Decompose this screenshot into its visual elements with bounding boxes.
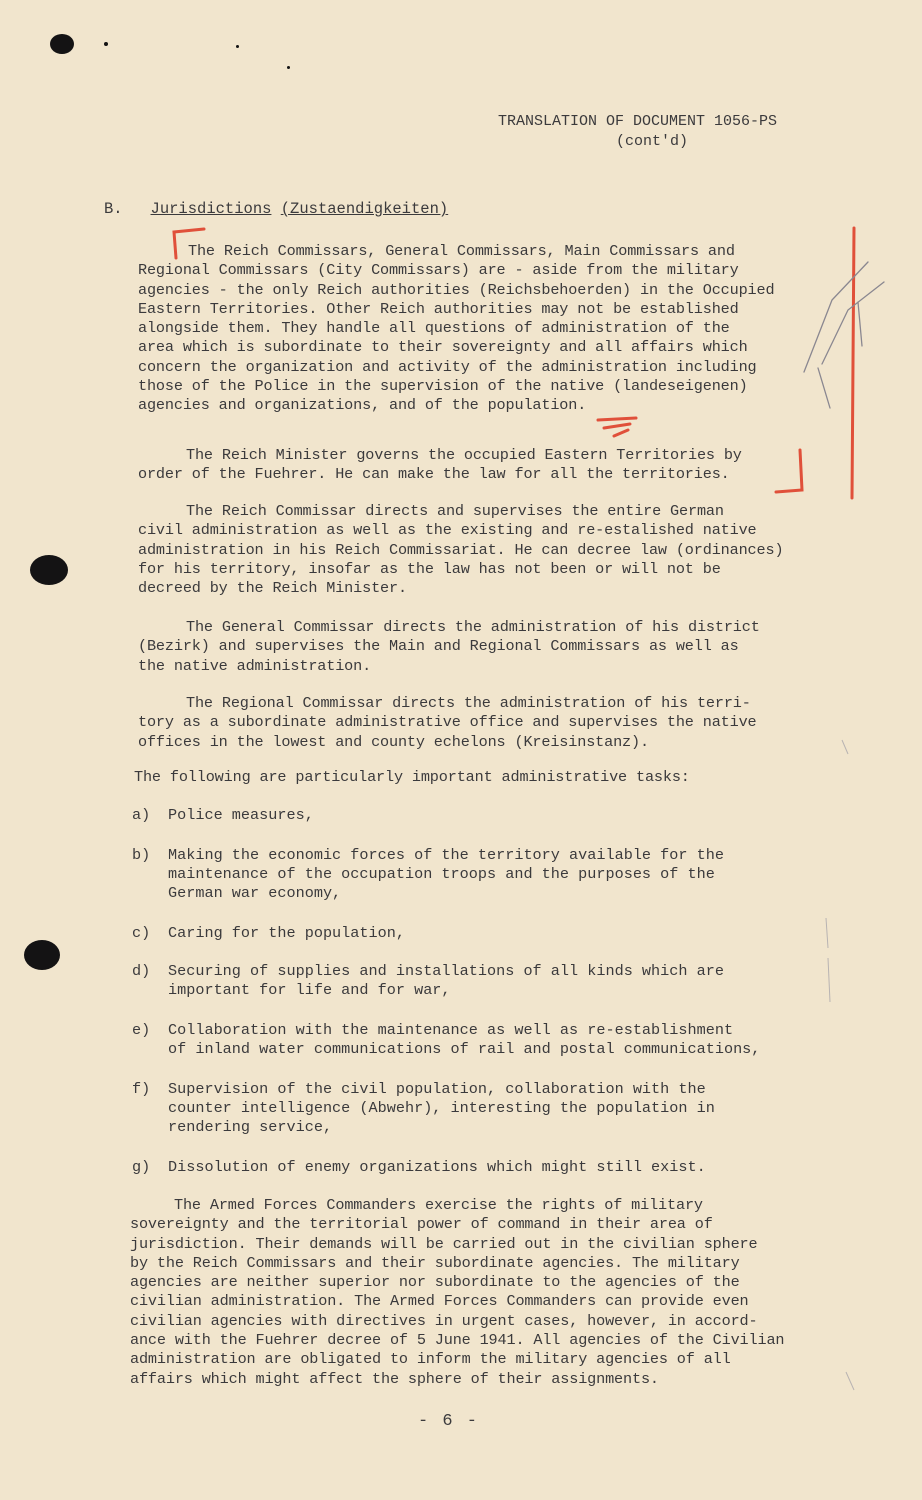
margin-tick-icon: [826, 918, 828, 948]
section-subtitle: (Zustaendigkeiten): [280, 200, 449, 218]
list-item-label: a): [132, 806, 151, 824]
list-item-label: e): [132, 1021, 151, 1039]
red-margin-line-icon: [852, 228, 854, 498]
red-bracket-open-icon: [174, 229, 204, 258]
list-item-label: g): [132, 1158, 151, 1176]
section-title: Jurisdictions: [150, 200, 272, 218]
list-item-text: Police measures,: [168, 806, 314, 824]
list-item-text: Making the economic forces of the territory available for the maintenance of the occupation troops and the purposes of the German war economy,: [168, 846, 724, 902]
document-title: TRANSLATION OF DOCUMENT 1056-PS: [498, 113, 778, 130]
list-item-text: Caring for the population,: [168, 924, 405, 942]
margin-tick-icon: [828, 958, 830, 1002]
margin-tick-icon: [846, 1372, 854, 1390]
list-item-text: Securing of supplies and installations of all kinds which are important for life and for war,: [168, 962, 724, 999]
list-item-label: f): [132, 1080, 151, 1098]
list-item-text: Dissolution of enemy organizations which might still exist.: [168, 1158, 706, 1176]
page-number: - 6 -: [418, 1412, 480, 1431]
list-item-label: d): [132, 962, 151, 980]
paragraph-reich-minister: The Reich Minister governs the occupied Eastern Territories by order of the Fuehrer. He can make the law for all the territories.: [138, 446, 742, 484]
section-letter: B.: [104, 200, 123, 218]
paragraph-armed-forces: The Armed Forces Commanders exercise the rights of military sovereignty and the territorial power of command in their area of jurisdiction. Their demands will be carried out in the civilian sphere by the Reich Commissars and their subordinate agencies. The military agencies are neither superior nor subordinate to the agencies of the civilian administration. The Armed Forces Commanders can provide even civilian agencies with directives in urgent cases, however, in accord- ance with the Fuehrer decree of 5 June 1941. All agencies of the Civilian administration are obligated to inform the military agencies of all affairs which might affect the sphere of their assignments.: [130, 1196, 785, 1388]
paragraph-tasks-intro: The following are particularly important administrative tasks:: [134, 768, 690, 786]
paragraph-regional-commissar: The Regional Commissar directs the administration of his terri- tory as a subordinate administrative office and supervises the native offices in the lowest and county echelons (Kreisinstanz).: [138, 694, 757, 751]
grey-check-mark-icon: [804, 262, 884, 408]
paragraph-jurisdiction: The Reich Commissars, General Commissars, Main Commissars and Regional Commissars (City Commissars) are - aside from the military agencies - the only Reich authorities (Reichsbehoerden) in the Occupied Eastern Territories. Other Reich authorities may not be established alongside them. They handle all questions of administration of the area which is subordinate to their sovereignty and all affairs which concern the organization and activity of the administration including those of the Police in the supervision of the native (landeseigenen) agencies and organizations, and of the population.: [138, 242, 775, 415]
list-item-label: b): [132, 846, 151, 864]
margin-tick-icon: [842, 740, 848, 754]
red-bracket-close-icon: [598, 418, 636, 436]
red-bracket-right-icon: [776, 450, 802, 492]
document-subtitle: (cont'd): [616, 133, 689, 150]
list-item-label: c): [132, 924, 151, 942]
list-item-text: Supervision of the civil population, collaboration with the counter intelligence (Abwehr), interesting the population in rendering service,: [168, 1080, 715, 1136]
paragraph-general-commissar: The General Commissar directs the administration of his district (Bezirk) and supervises the Main and Regional Commissars as well as the native administration.: [138, 618, 760, 675]
paragraph-reich-commissar: The Reich Commissar directs and supervises the entire German civil administration as well as the existing and re-estalished native administration in his Reich Commissariat. He can decree law (ordinances) for his territory, insofar as the law has not been or will not be decreed by the Reich Minister.: [138, 502, 784, 598]
list-item-text: Collaboration with the maintenance as well as re-establishment of inland water communications of rail and postal communications,: [168, 1021, 761, 1058]
